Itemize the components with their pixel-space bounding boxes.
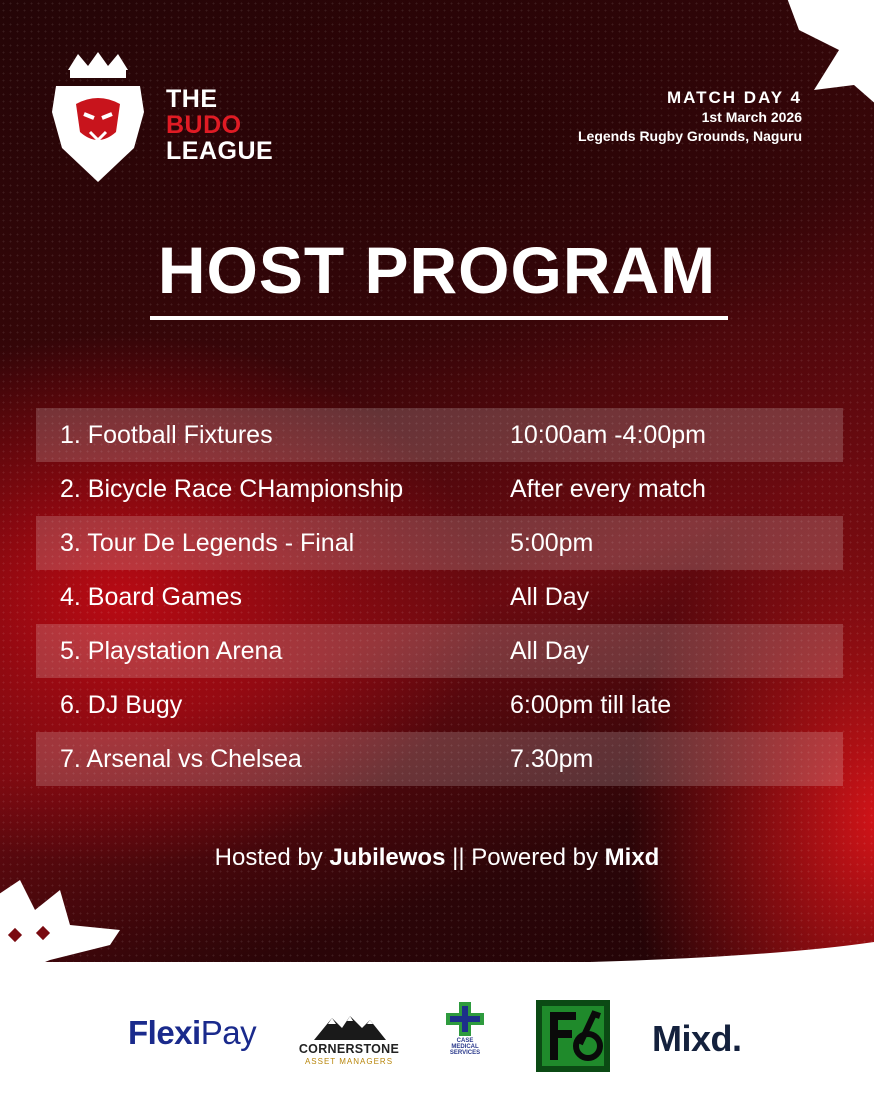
host-prefix: Hosted by <box>214 844 330 871</box>
page-title: HOST PROGRAM <box>157 233 717 307</box>
powered-name: Mixd <box>604 844 660 871</box>
match-date: 1st March 2026 <box>701 109 802 125</box>
program-event: 2. Bicycle Race CHampionship <box>60 474 404 503</box>
match-info <box>578 88 802 146</box>
program-event: 5. Playstation Arena <box>60 636 283 665</box>
program-row <box>36 732 843 786</box>
program-row <box>36 516 843 570</box>
program-row <box>36 570 843 624</box>
match-venue: Legends Rugby Grounds, Naguru <box>577 128 802 144</box>
flexipay-logo <box>128 1014 256 1052</box>
f6-logo-icon <box>536 1000 610 1072</box>
match-day: MATCH DAY 4 <box>666 88 802 107</box>
medical-cross-icon <box>444 1000 486 1038</box>
program-time: 5:00pm <box>510 528 594 557</box>
host-name: Jubilewos <box>329 844 446 871</box>
cornerstone-logo <box>292 1012 406 1068</box>
program-time: 7.30pm <box>510 744 594 773</box>
program-time: 6:00pm till late <box>510 690 672 719</box>
case-medical-logo <box>444 1000 486 1064</box>
program-event: 7. Arsenal vs Chelsea <box>60 744 302 773</box>
cornerstone-sub: ASSET MANAGERS <box>304 1057 394 1066</box>
title-underline <box>150 316 728 320</box>
program-time: After every match <box>510 474 706 503</box>
program-time: All Day <box>510 582 590 611</box>
brand-wordmark <box>166 86 273 164</box>
cornerstone-name: CORNERSTONE <box>298 1042 400 1056</box>
mountain-icon <box>292 1012 406 1042</box>
program-event: 3. Tour De Legends - Final <box>60 528 355 557</box>
program-table <box>36 408 843 786</box>
case-medical-text: CASE MEDICAL SERVICES <box>449 1038 481 1056</box>
mixd-logo: Mixd. <box>652 1018 742 1059</box>
program-row <box>36 678 843 732</box>
program-event: 6. DJ Bugy <box>60 690 183 719</box>
program-time: All Day <box>510 636 590 665</box>
host-middle: || Powered by <box>445 844 605 871</box>
host-line <box>0 844 874 872</box>
program-time: 10:00am -4:00pm <box>510 420 706 449</box>
flexipay-logo-part-b: Pay <box>200 1014 257 1051</box>
lion-crown-logo-icon <box>48 52 148 184</box>
brand-line-1: THE <box>166 85 218 113</box>
brand-line-2: BUDO <box>166 111 242 139</box>
program-row <box>36 408 843 462</box>
program-event: 4. Board Games <box>60 582 243 611</box>
flexipay-logo-part-a: Flexi <box>128 1014 201 1051</box>
program-row <box>36 462 843 516</box>
program-row <box>36 624 843 678</box>
program-event: 1. Football Fixtures <box>60 420 273 449</box>
brand-line-3: LEAGUE <box>166 137 274 165</box>
